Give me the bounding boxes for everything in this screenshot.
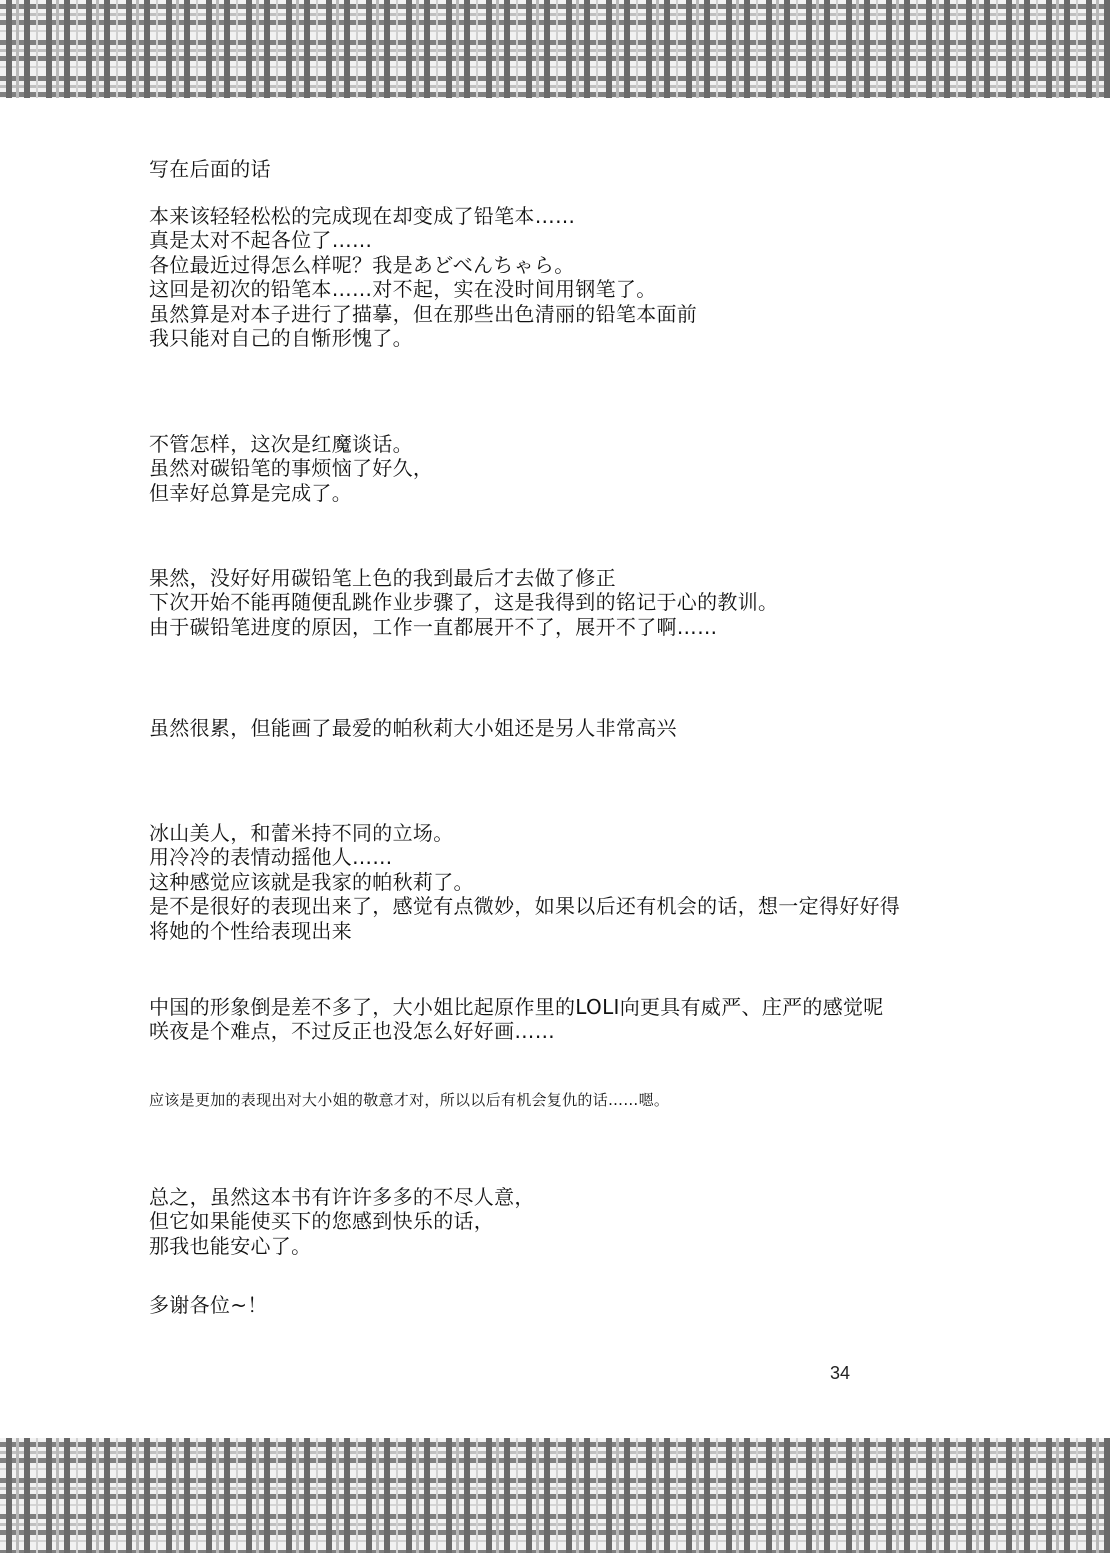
text-line: 真是太对不起各位了…… xyxy=(149,228,373,253)
text-line: 各位最近过得怎么样呢？我是あどべんちゃら。 xyxy=(149,252,575,277)
paragraph-china-sakuya xyxy=(149,995,884,1044)
text-line: 虽然对碳铅笔的事烦恼了好久， xyxy=(149,456,434,481)
text-line: 那我也能安心了。 xyxy=(149,1233,312,1258)
text-line: 由于碳铅笔进度的原因，工作一直都展开不了，展开不了啊…… xyxy=(149,614,718,639)
text-line: 果然，没好好用碳铅笔上色的我到最后才去做了修正 xyxy=(149,566,616,590)
text-line: 冰山美人，和蕾米持不同的立场。 xyxy=(149,821,454,845)
text-line: 虽然很累，但能画了最爱的帕秋莉大小姐还是另人非常高兴 xyxy=(149,716,677,740)
text-line: 这种感觉应该就是我家的帕秋莉了。 xyxy=(149,869,474,894)
text-line: 但它如果能使买下的您感到快乐的话， xyxy=(149,1209,495,1234)
text-line: 但幸好总算是完成了。 xyxy=(149,480,352,505)
text-line: 本来该轻轻松松的完成现在却变成了铅笔本…… xyxy=(149,204,576,228)
paragraph-red-magic xyxy=(149,432,433,505)
text-line: 多谢各位~！ xyxy=(149,1293,268,1317)
plaid-border-bottom xyxy=(0,1438,1110,1553)
plaid-border-top xyxy=(0,0,1110,98)
text-line: 我只能对自己的自惭形愧了。 xyxy=(149,326,413,351)
paragraph-respect xyxy=(149,1090,669,1110)
paragraph-apology xyxy=(149,204,697,350)
paragraph-lesson xyxy=(149,566,778,639)
text-line: 总之，虽然这本书有许许多多的不尽人意， xyxy=(149,1185,535,1209)
text-line: 这回是初次的铅笔本……对不起，实在没时间用钢笔了。 xyxy=(149,277,657,302)
paragraph-thanks xyxy=(149,1293,268,1317)
text-line: 虽然算是对本子进行了描摹，但在那些出色清丽的铅笔本面前 xyxy=(149,301,698,326)
paragraph-patchouli-joy xyxy=(149,716,677,740)
text-line: 应该是更加的表现出对大小姐的敬意才对，所以以后有机会复仇的话……嗯。 xyxy=(149,1091,670,1109)
paragraph-patchouli-character xyxy=(149,821,900,943)
text-line: 将她的个性给表现出来 xyxy=(149,918,352,943)
page-heading: 写在后面的话 xyxy=(149,157,271,181)
paragraph-closing xyxy=(149,1185,535,1258)
text-line: 用冷冷的表情动摇他人…… xyxy=(149,845,393,870)
text-line: 不管怎样，这次是红魔谈话。 xyxy=(149,432,413,456)
text-line: 下次开始不能再随便乱跳作业步骤了，这是我得到的铭记于心的教训。 xyxy=(149,590,779,615)
text-line: 是不是很好的表现出来了，感觉有点微妙，如果以后还有机会的话，想一定得好好得 xyxy=(149,894,901,919)
page-number: 34 xyxy=(830,1363,851,1383)
text-line: 中国的形象倒是差不多了，大小姐比起原作里的LOLI向更具有威严、庄严的感觉呢 xyxy=(149,995,884,1019)
text-line: 咲夜是个难点，不过反正也没怎么好好画…… xyxy=(149,1019,555,1044)
